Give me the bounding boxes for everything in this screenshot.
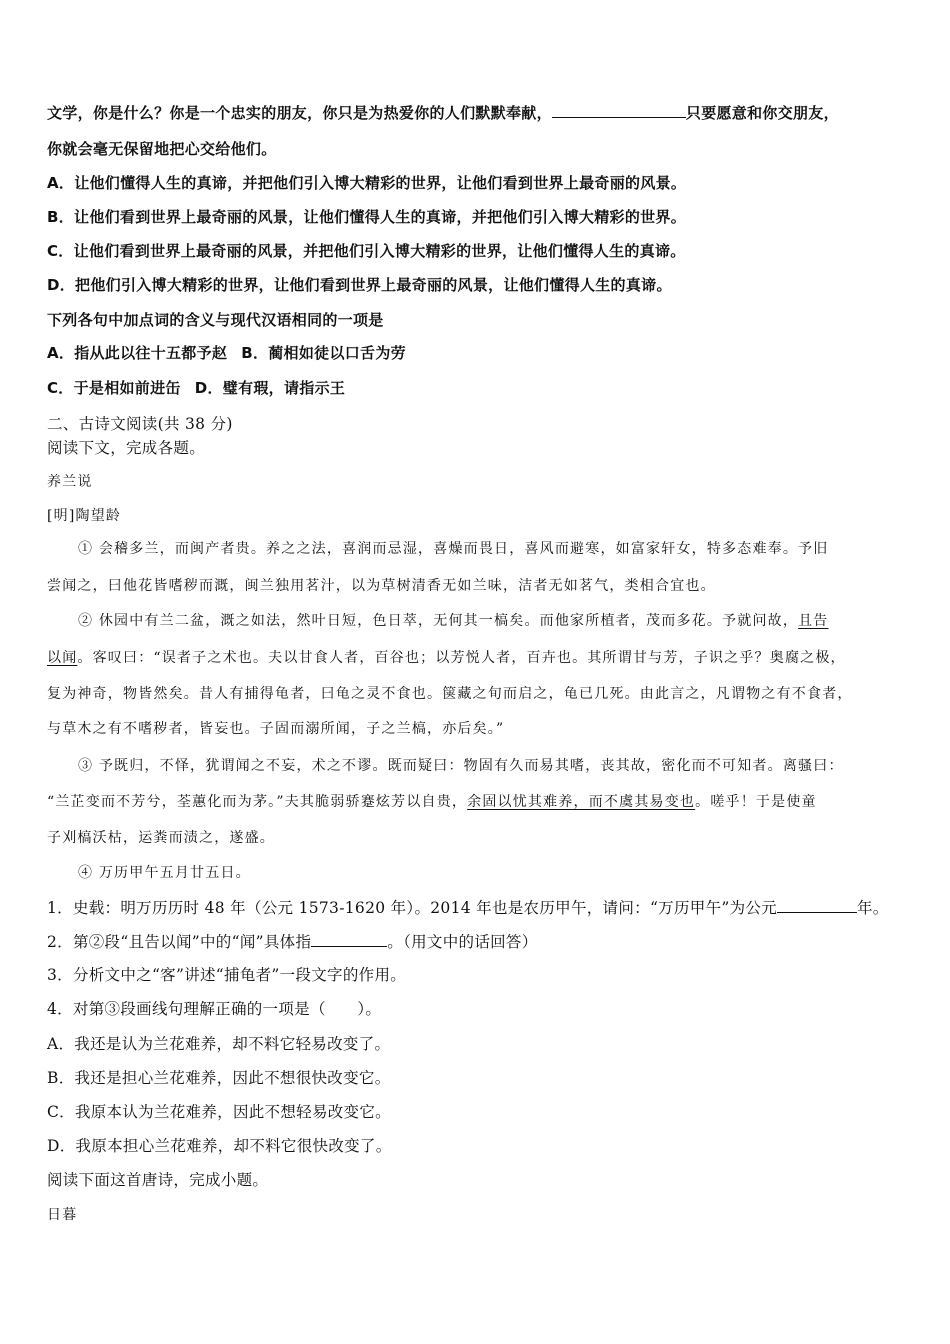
paragraph-2-line-3: 复为神奇，物皆然矣。昔人有捕得龟者，曰龟之灵不食也。箧藏之旬而启之，龟已几死。由此言之，凡谓物之有不食者， <box>47 686 853 702</box>
question-4-option-a[interactable]: A．我还是认为兰花难养，却不料它轻易改变了。 <box>47 1035 391 1053</box>
option-a[interactable]: A．让他们懂得人生的真谛，并把他们引入博大精彩的世界，让他们看到世界上最奇丽的风景。 <box>47 174 687 192</box>
paragraph-4: ④ 万历甲午五月廿五日。 <box>78 865 251 881</box>
question-4-option-d[interactable]: D．我原本担心兰花难养，却不料它很快改变了。 <box>47 1137 392 1155</box>
option-a[interactable]: A．指从此以往十五都予赵 <box>47 344 228 362</box>
passage-title: 养兰说 <box>47 474 93 490</box>
paragraph-2-line-1: ② 休园中有兰二盆，溉之如法，然叶日短，色日萃，无何其一槁矣。而他家所植者，茂而多花。予就问故，且告 <box>78 613 829 629</box>
underlined-phrase: 且告 <box>798 613 829 629</box>
question-literature-line2: 你就会毫无保留地把心交给他们。 <box>47 140 277 158</box>
section-intro: 阅读下文，完成各题。 <box>47 439 206 457</box>
poem-intro: 阅读下面这首唐诗，完成小题。 <box>47 1171 269 1189</box>
paragraph-1-line-2: 尝闻之，曰他花皆嗜秽而溉，闽兰独用茗汁，以为草树清香无如兰味，洁者无如茗气，类相合宜也。 <box>47 578 716 594</box>
option-d[interactable]: D．把他们引入博大精彩的世界，让他们看到世界上最奇丽的风景，让他们懂得人生的真谛。 <box>47 276 672 294</box>
paragraph-3-line-3: 子刈槁沃枯，运粪而渍之，遂盛。 <box>47 830 275 846</box>
section-heading: 二、古诗文阅读(共 38 分) <box>47 415 233 433</box>
option-c[interactable]: C．于是相如前进缶 <box>47 379 181 397</box>
paragraph-2-line-4: 与草木之有不嗜秽者，皆妄也。子固而溺所闻，子之兰槁，亦后矣。” <box>47 721 505 737</box>
question-2: 2．第②段“且告以闻”中的“闻”具体指 。（用文中的话回答） <box>47 933 538 951</box>
option-c[interactable]: C．让他们看到世界上最奇丽的风景，并把他们引入博大精彩的世界，让他们懂得人生的真谛。 <box>47 242 686 260</box>
question-4: 4．对第③段画线句理解正确的一项是（ ）。 <box>47 1000 382 1018</box>
option-b[interactable]: B．让他们看到世界上最奇丽的风景，让他们懂得人生的真谛，并把他们引入博大精彩的世界。 <box>47 208 687 226</box>
question-words-options-ab <box>47 343 406 363</box>
paragraph-1-line-1: ① 会稽多兰，而闽产者贵。养之之法，喜润而忌湿，喜燥而畏日，喜风而避寒，如富家轩女，特多态难奉。予旧 <box>78 541 829 557</box>
paragraph-3-line-1: ③ 予既归，不怿，犹谓闻之不妄，术之不谬。既而疑曰：物固有久而易其嗜，丧其故，密化而不可知者。离骚曰： <box>78 758 844 774</box>
question-1: 1．史载：明万历历时 48 年（公元 1573-1620 年）。2014 年也是农历甲午，请问：“万历甲午”为公元 年。 <box>47 899 889 917</box>
answer-blank[interactable] <box>552 102 686 118</box>
paragraph-3-line-2: “兰芷变而不芳兮，荃蕙化而为茅。”夫其脆弱骄蹇炫芳以自贵，余固以忧其难养，而不虞其易变也。嗟乎！于是使童 <box>47 794 817 810</box>
passage-author: [明]陶望龄 <box>47 508 122 524</box>
answer-blank[interactable] <box>311 931 387 947</box>
option-b[interactable]: B．蔺相如徒以口舌为劳 <box>241 344 406 362</box>
option-d[interactable]: D．璧有瑕，请指示王 <box>194 379 346 397</box>
underlined-phrase: 以闻 <box>47 650 78 666</box>
stem-text-tail: 只要愿意和你交朋友， <box>685 104 839 122</box>
stem-text: 文学，你是什么？你是一个忠实的朋友，你只是为热爱你的人们默默奉献， <box>47 104 552 122</box>
question-3: 3．分析文中之“客”讲述“捕龟者”一段文字的作用。 <box>47 966 407 984</box>
answer-blank[interactable] <box>777 897 857 913</box>
question-words-stem: 下列各句中加点词的含义与现代汉语相同的一项是 <box>47 311 384 329</box>
underlined-sentence: 余固以忧其难养，而不虞其易变也 <box>467 794 696 810</box>
question-literature-line1 <box>47 102 839 123</box>
paragraph-2-line-2: 以闻。客叹曰：“误者子之术也。夫以甘食人者，百谷也；以芳悦人者，百卉也。其所谓甘与芳，子识之乎？奥腐之极， <box>47 650 846 666</box>
question-4-option-c[interactable]: C．我原本认为兰花难养，因此不想轻易改变它。 <box>47 1103 391 1121</box>
question-4-option-b[interactable]: B．我还是担心兰花难养，因此不想很快改变它。 <box>47 1069 391 1087</box>
poem-title: 日暮 <box>47 1207 78 1223</box>
question-words-options-cd <box>47 378 345 398</box>
